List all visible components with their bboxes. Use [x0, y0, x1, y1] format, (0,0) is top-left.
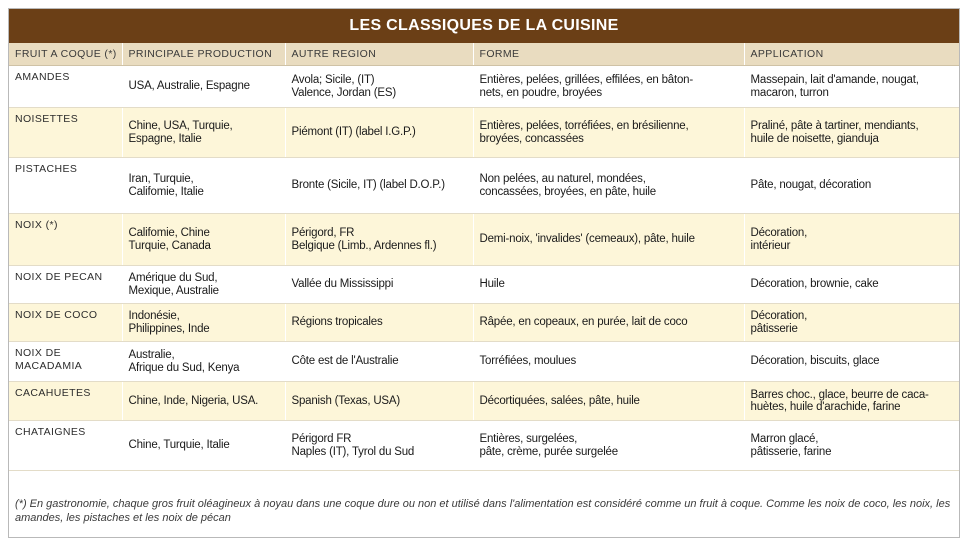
header-region: AUTRE REGION: [285, 43, 473, 66]
cell-line: Périgord FR: [291, 433, 352, 445]
cell-line: Entières, pelées, torréfiées, en brésilienne,: [479, 120, 689, 132]
production-cell: [122, 158, 285, 214]
header-row: [9, 43, 959, 66]
cell-line: Califomie, Italie: [128, 185, 204, 198]
region-cell: [285, 421, 473, 471]
cell-line: Mexique, Australie: [128, 284, 219, 297]
table-row: [9, 108, 959, 158]
application-cell: [744, 304, 959, 342]
application-cell: [744, 108, 959, 158]
footnote: (*) En gastronomie, chaque gros fruit oléagineux à noyau dans une coque dure ou non et utilisé dans l'alimentation est considéré comme un fruit à coque. Comme les noix de coco, les noix, les amandes, les pistaches et les noix de pécan: [15, 498, 951, 524]
fruit-name-cell: NOIX DE MACADAMIA: [9, 342, 122, 382]
cell-line: Huile: [479, 278, 505, 291]
cell-line: pâtisserie, farine: [750, 445, 832, 458]
cell-line: Vallée du Mississippi: [291, 278, 394, 291]
region-cell: [285, 108, 473, 158]
table-body: [9, 66, 959, 471]
table-row: [9, 421, 959, 471]
forme-cell: [473, 158, 744, 214]
table-frame: [8, 8, 960, 538]
table-row: [9, 214, 959, 266]
production-cell: [122, 266, 285, 304]
table-title: LES CLASSIQUES DE LA CUISINE: [9, 9, 959, 43]
fruit-name-cell: PISTACHES: [9, 158, 122, 214]
cell-line: Pâte, nougat, décoration: [750, 179, 872, 192]
cell-line: pâte, crème, purée surgelée: [479, 445, 618, 458]
cell-line: Naples (IT), Tyrol du Sud: [291, 445, 415, 458]
forme-cell: [473, 108, 744, 158]
table-row: [9, 304, 959, 342]
cell-line: intérieur: [750, 239, 791, 252]
cell-line: Entières, pelées, grillées, effilées, en bâton-: [479, 74, 693, 86]
fruit-name-cell: NOISETTES: [9, 108, 122, 158]
cell-line: Décortiquées, salées, pâte, huile: [479, 394, 640, 407]
cell-line: Décoration,: [750, 310, 808, 322]
application-cell: [744, 342, 959, 382]
forme-cell: [473, 304, 744, 342]
header-application: APPLICATION: [744, 43, 959, 66]
table-row: [9, 266, 959, 304]
application-cell: [744, 66, 959, 108]
cell-line: Praliné, pâte à tartiner, mendiants,: [750, 120, 919, 132]
cell-line: Périgord, FR: [291, 227, 355, 239]
cell-line: Bronte (Sicile, IT) (label D.O.P.): [291, 179, 445, 192]
cell-line: Massepain, lait d'amande, nougat,: [750, 74, 919, 86]
region-cell: [285, 158, 473, 214]
production-cell: [122, 66, 285, 108]
production-cell: [122, 214, 285, 266]
cell-line: Entières, surgelées,: [479, 433, 578, 445]
cell-line: Chine, Turquie, Italie: [128, 439, 230, 452]
cell-line: Belgique (Limb., Ardennes fl.): [291, 239, 437, 252]
cell-line: Califomie, Chine: [128, 227, 210, 239]
cell-line: Spanish (Texas, USA): [291, 394, 400, 407]
region-cell: [285, 66, 473, 108]
application-cell: [744, 214, 959, 266]
forme-cell: [473, 421, 744, 471]
cell-line: USA, Australie, Espagne: [128, 80, 250, 93]
forme-cell: [473, 66, 744, 108]
region-cell: [285, 382, 473, 421]
fruit-name-cell: NOIX DE PECAN: [9, 266, 122, 304]
forme-cell: [473, 266, 744, 304]
cell-line: Afrique du Sud, Kenya: [128, 361, 240, 374]
fruit-name-cell: NOIX (*): [9, 214, 122, 266]
region-cell: [285, 304, 473, 342]
table-row: [9, 342, 959, 382]
production-cell: [122, 382, 285, 421]
fruit-name-cell: CHATAIGNES: [9, 421, 122, 471]
nuts-table: [9, 43, 959, 471]
cell-line: concassées, broyées, en pâte, huile: [479, 185, 656, 198]
forme-cell: [473, 214, 744, 266]
cell-line: Avola; Sicile, (IT): [291, 74, 375, 86]
cell-line: Marron glacé,: [750, 433, 819, 445]
cell-line: Râpée, en copeaux, en purée, lait de coco: [479, 316, 688, 329]
cell-line: pâtisserie: [750, 322, 798, 335]
production-cell: [122, 342, 285, 382]
cell-line: Non pelées, au naturel, mondées,: [479, 173, 646, 185]
cell-line: Philippines, Inde: [128, 322, 210, 335]
forme-cell: [473, 382, 744, 421]
application-cell: [744, 421, 959, 471]
application-cell: [744, 158, 959, 214]
cell-line: huile de noisette, gianduja: [750, 132, 879, 145]
forme-cell: [473, 342, 744, 382]
production-cell: [122, 108, 285, 158]
cell-line: Demi-noix, 'invalides' (cemeaux), pâte, huile: [479, 233, 695, 246]
cell-line: Indonésie,: [128, 310, 180, 322]
cell-line: Turquie, Canada: [128, 239, 211, 252]
cell-line: Régions tropicales: [291, 316, 383, 329]
header-fruit: FRUIT A COQUE (*): [9, 43, 122, 66]
cell-line: Piémont (IT) (label I.G.P.): [291, 126, 416, 139]
cell-line: Valence, Jordan (ES): [291, 86, 396, 99]
region-cell: [285, 342, 473, 382]
cell-line: Décoration, brownie, cake: [750, 278, 879, 291]
cell-line: Côte est de l'Australie: [291, 355, 399, 368]
cell-line: Décoration, biscuits, glace: [750, 355, 880, 368]
cell-line: Australie,: [128, 349, 175, 361]
header-forme: FORME: [473, 43, 744, 66]
cell-line: broyées, concassées: [479, 132, 584, 145]
header-production: PRINCIPALE PRODUCTION: [122, 43, 285, 66]
cell-line: Décoration,: [750, 227, 808, 239]
table-row: [9, 382, 959, 421]
cell-line: Torréfiées, moulues: [479, 355, 577, 368]
cell-line: Espagne, Italie: [128, 132, 202, 145]
fruit-name-cell: NOIX DE COCO: [9, 304, 122, 342]
cell-line: Chine, USA, Turquie,: [128, 120, 233, 132]
production-cell: [122, 304, 285, 342]
cell-line: Chine, Inde, Nigeria, USA.: [128, 394, 259, 407]
fruit-name-cell: AMANDES: [9, 66, 122, 108]
table-row: [9, 66, 959, 108]
cell-line: macaron, turron: [750, 86, 829, 99]
cell-line: Iran, Turquie,: [128, 173, 194, 185]
fruit-name-cell: CACAHUETES: [9, 382, 122, 421]
production-cell: [122, 421, 285, 471]
cell-line: nets, en poudre, broyées: [479, 86, 602, 99]
cell-line: huètes, huile d'arachide, farine: [750, 401, 901, 413]
cell-line: Barres choc., glace, beurre de caca-: [750, 388, 929, 401]
region-cell: [285, 266, 473, 304]
region-cell: [285, 214, 473, 266]
cell-line: Amérique du Sud,: [128, 272, 218, 284]
application-cell: [744, 382, 959, 421]
table-row: [9, 158, 959, 214]
application-cell: [744, 266, 959, 304]
